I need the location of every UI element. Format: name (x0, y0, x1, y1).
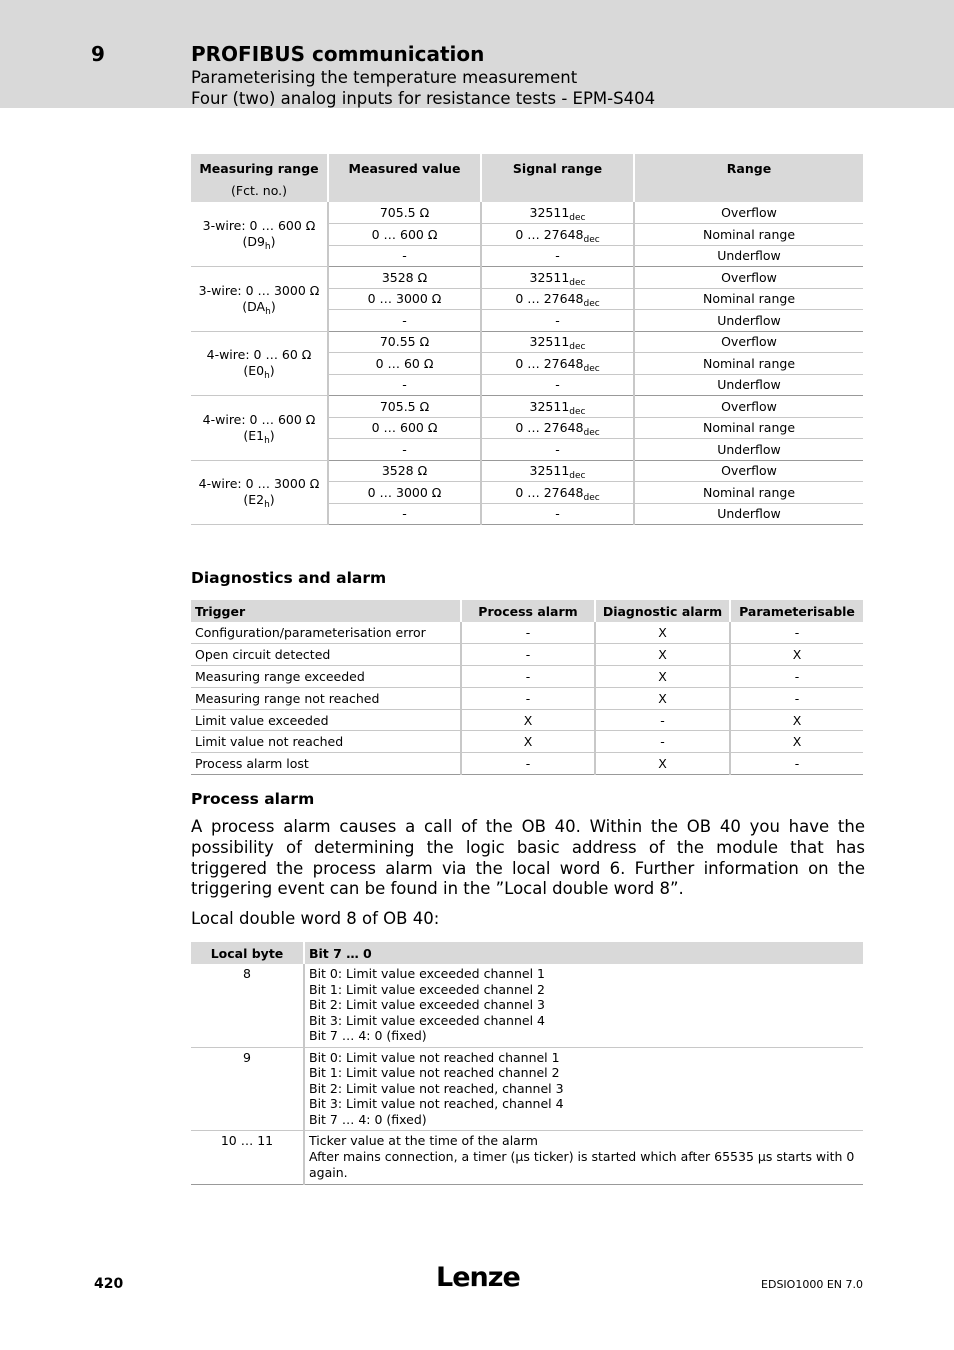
header-bits: Bit 7 … 0 (304, 942, 863, 964)
section-subtitle: Parameterising the temperature measurement (191, 68, 578, 87)
header-measuring-range: Measuring range (Fct. no.) (191, 154, 328, 202)
measured-value-cell: 0 … 3000 Ω (328, 482, 481, 504)
range-cell: Underflow (634, 310, 863, 332)
range-cell: Overflow (634, 331, 863, 353)
diagnostic-alarm-cell: - (595, 731, 730, 753)
header-local-byte: Local byte (191, 942, 304, 964)
chapter-number: 9 (91, 42, 105, 66)
signal-range-cell: - (481, 503, 634, 525)
measured-value-cell: - (328, 439, 481, 461)
process-alarm-heading: Process alarm (191, 790, 315, 808)
range-cell: Underflow (634, 245, 863, 267)
header-trigger: Trigger (191, 600, 461, 622)
diagnostic-alarm-cell: X (595, 666, 730, 688)
measured-value-cell: 0 … 3000 Ω (328, 288, 481, 310)
local-double-word-intro: Local double word 8 of OB 40: (191, 909, 440, 928)
lenze-logo: Lenze (436, 1262, 520, 1293)
bit-description-line: After mains connection, a timer (µs ticker) is started which after 65535 µs starts with 0 again. (309, 1149, 855, 1180)
diagnostic-alarm-cell: X (595, 687, 730, 709)
bit-description-line: Bit 3: Limit value exceeded channel 4 (309, 1012, 545, 1028)
table-row (191, 687, 863, 709)
signal-range-cell: $32511_{dec}$ (481, 460, 634, 482)
trigger-cell: Limit value not reached (191, 731, 461, 753)
process-alarm-cell: - (461, 687, 595, 709)
signal-range-cell: $32511_{dec}$ (481, 202, 634, 224)
process-alarm-paragraph: A process alarm causes a call of the OB 40. Within the OB 40 you have the possibility of determining the logic basic address of the module that has triggered the process alarm via the local word 6. Further information on the triggering event can be found in the ”Local double word 8”. (191, 817, 865, 899)
measuring-range-cell: 4-wire: 0 … 60 Ω $(E0_h)$ (191, 331, 328, 396)
parameterisable-cell: - (730, 622, 863, 644)
measured-value-cell: 0 … 600 Ω (328, 224, 481, 246)
bit-description-line: Bit 7 … 4: 0 (fixed) (309, 1111, 427, 1127)
parameterisable-cell: - (730, 753, 863, 775)
signal-range-cell: 0 … $27648_{dec}$ (481, 417, 634, 439)
local-byte-cell: 10 … 11 (191, 1131, 304, 1185)
table-header-row (191, 942, 863, 964)
signal-range-cell: - (481, 245, 634, 267)
table-row (191, 202, 863, 224)
table-header-row (191, 600, 863, 622)
range-cell: Nominal range (634, 353, 863, 375)
local-byte-cell: 8 (191, 964, 304, 1047)
bit-description-cell (304, 1047, 863, 1131)
measured-value-cell: - (328, 503, 481, 525)
table-row (191, 622, 863, 644)
range-cell: Nominal range (634, 224, 863, 246)
measured-value-cell: - (328, 310, 481, 332)
measured-value-cell: 705.5 Ω (328, 202, 481, 224)
signal-range-cell: - (481, 310, 634, 332)
table-row (191, 731, 863, 753)
diagnostic-alarm-cell: X (595, 753, 730, 775)
header-diagnostic-alarm: Diagnostic alarm (595, 600, 730, 622)
trigger-cell: Measuring range exceeded (191, 666, 461, 688)
trigger-cell: Measuring range not reached (191, 687, 461, 709)
document-id: EDSIO1000 EN 7.0 (761, 1278, 863, 1291)
range-cell: Overflow (634, 202, 863, 224)
signal-range-cell: $32511_{dec}$ (481, 267, 634, 289)
header-parameterisable: Parameterisable (730, 600, 863, 622)
header-measured-value: Measured value (328, 154, 481, 202)
signal-range-cell: - (481, 374, 634, 396)
bit-description-line: Bit 2: Limit value not reached, channel 3 (309, 1080, 564, 1096)
diagnostic-alarm-cell: - (595, 709, 730, 731)
table-row (191, 666, 863, 688)
bit-description-line: Bit 0: Limit value exceeded channel 1 (309, 966, 545, 981)
signal-range-cell: 0 … $27648_{dec}$ (481, 482, 634, 504)
signal-range-cell: 0 … $27648_{dec}$ (481, 353, 634, 375)
table-row (191, 267, 863, 289)
diagnostic-alarm-cell: X (595, 644, 730, 666)
measured-value-cell: 3528 Ω (328, 460, 481, 482)
measured-value-cell: 0 … 600 Ω (328, 417, 481, 439)
measuring-range-cell: 4-wire: 0 … 3000 Ω $(E2_h)$ (191, 460, 328, 525)
bit-description-line: Ticker value at the time of the alarm (309, 1133, 538, 1148)
parameterisable-cell: X (730, 731, 863, 753)
measuring-range-cell: 3-wire: 0 … 600 Ω $(D9_h)$ (191, 202, 328, 267)
bit-description-line: Bit 0: Limit value not reached channel 1 (309, 1049, 560, 1065)
bit-description-line: Bit 7 … 4: 0 (fixed) (309, 1028, 427, 1043)
table-row (191, 460, 863, 482)
process-alarm-cell: - (461, 666, 595, 688)
parameterisable-cell: X (730, 644, 863, 666)
header-process-alarm: Process alarm (461, 600, 595, 622)
trigger-cell: Process alarm lost (191, 753, 461, 775)
range-cell: Underflow (634, 503, 863, 525)
bit-description-cell (304, 964, 863, 1047)
signal-range-cell: - (481, 439, 634, 461)
process-alarm-cell: - (461, 622, 595, 644)
header-signal-range: Signal range (481, 154, 634, 202)
measuring-range-table (191, 154, 863, 525)
diagnostics-heading: Diagnostics and alarm (191, 569, 387, 587)
bit-description-line: Bit 1: Limit value not reached channel 2 (309, 1065, 560, 1080)
measuring-range-cell: 4-wire: 0 … 600 Ω $(E1_h)$ (191, 396, 328, 461)
local-double-word-table (191, 942, 863, 1185)
range-cell: Overflow (634, 396, 863, 418)
process-alarm-cell: X (461, 709, 595, 731)
table-header-row (191, 154, 863, 202)
bit-description-line: Bit 2: Limit value exceeded channel 3 (309, 997, 545, 1012)
range-cell: Nominal range (634, 288, 863, 310)
signal-range-cell: $32511_{dec}$ (481, 331, 634, 353)
table-row (191, 396, 863, 418)
measured-value-cell: 705.5 Ω (328, 396, 481, 418)
local-byte-cell: 9 (191, 1047, 304, 1131)
bit-description-cell (304, 1131, 863, 1185)
parameterisable-cell: - (730, 666, 863, 688)
signal-range-cell: 0 … $27648_{dec}$ (481, 288, 634, 310)
range-cell: Overflow (634, 460, 863, 482)
range-cell: Overflow (634, 267, 863, 289)
range-cell: Underflow (634, 439, 863, 461)
parameterisable-cell: X (730, 709, 863, 731)
bit-description-line: Bit 1: Limit value exceeded channel 2 (309, 981, 545, 997)
process-alarm-cell: - (461, 753, 595, 775)
range-cell: Nominal range (634, 482, 863, 504)
table-row (191, 1047, 863, 1131)
trigger-cell: Limit value exceeded (191, 709, 461, 731)
header-range: Range (634, 154, 863, 202)
process-alarm-cell: - (461, 644, 595, 666)
measured-value-cell: - (328, 374, 481, 396)
measured-value-cell: 0 … 60 Ω (328, 353, 481, 375)
trigger-cell: Open circuit detected (191, 644, 461, 666)
signal-range-cell: $32511_{dec}$ (481, 396, 634, 418)
table-row (191, 709, 863, 731)
measuring-range-cell: 3-wire: 0 … 3000 Ω $(DA_h)$ (191, 267, 328, 332)
parameterisable-cell: - (730, 687, 863, 709)
measured-value-cell: 3528 Ω (328, 267, 481, 289)
process-alarm-cell: X (461, 731, 595, 753)
table-row (191, 331, 863, 353)
measured-value-cell: - (328, 245, 481, 267)
bit-description-line: Bit 3: Limit value not reached, channel 4 (309, 1096, 564, 1111)
section-subtitle-2: Four (two) analog inputs for resistance tests - EPM-S404 (191, 89, 656, 108)
table-row (191, 644, 863, 666)
measured-value-cell: 70.55 Ω (328, 331, 481, 353)
table-row (191, 753, 863, 775)
signal-range-cell: 0 … $27648_{dec}$ (481, 224, 634, 246)
table-row (191, 1131, 863, 1185)
table-row (191, 964, 863, 1047)
page-number: 420 (94, 1276, 124, 1292)
range-cell: Nominal range (634, 417, 863, 439)
diagnostic-alarm-cell: X (595, 622, 730, 644)
trigger-cell: Configuration/parameterisation error (191, 622, 461, 644)
range-cell: Underflow (634, 374, 863, 396)
chapter-title: PROFIBUS communication (191, 42, 485, 66)
diagnostics-table (191, 600, 863, 775)
